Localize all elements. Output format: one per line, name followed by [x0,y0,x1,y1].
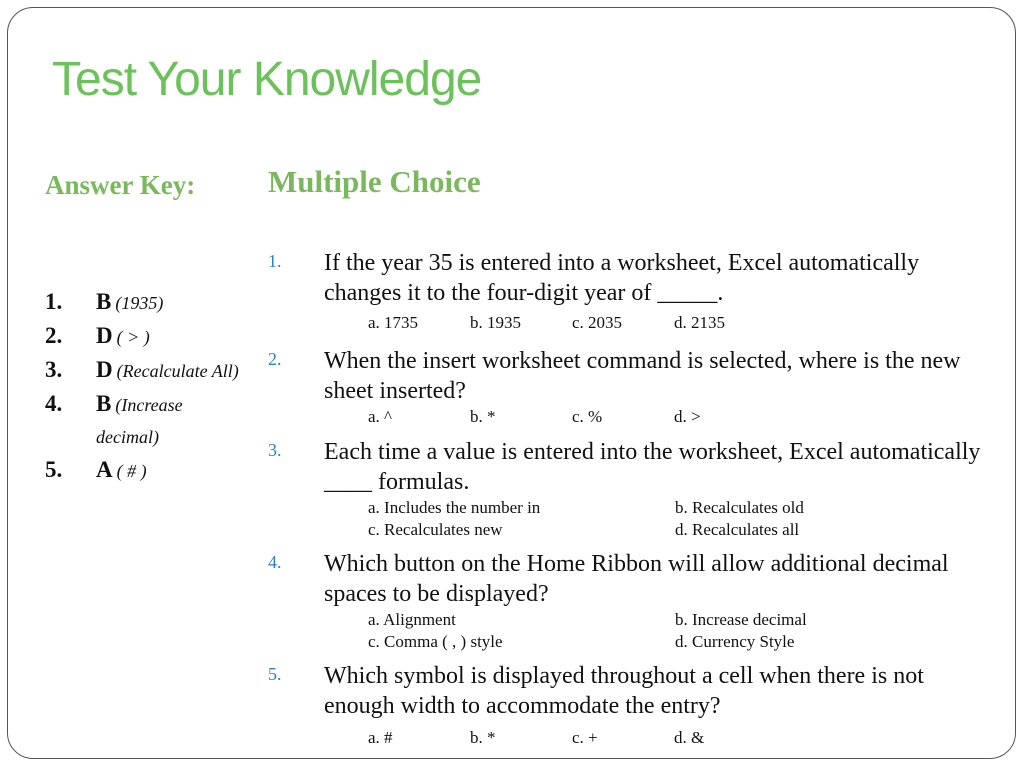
option: a. 1735 [368,313,419,332]
option: d. Recalculates all [675,520,800,539]
question-options [368,497,998,541]
answer-note: (Increase decimal) [96,395,183,447]
option: d. > [674,407,701,426]
question-text: If the year 35 is entered into a worksheet, Excel automatically changes it to the four-digit year of _____. [324,250,920,306]
answer-letter: B [96,391,112,416]
option: c. Recalculates new [368,520,503,539]
answer-note: ( > ) [116,327,150,347]
option: c. Comma ( , ) style [368,632,503,651]
option: b. * [470,728,496,747]
question-options [368,312,998,334]
question-number: 2. [268,349,282,369]
slide-title: Test Your Knowledge [52,53,482,106]
answer-number: 3. [45,357,63,382]
question-number: 4. [268,552,282,572]
answer-number: 1. [45,289,63,314]
answer-item [45,319,245,353]
answer-item [45,453,245,487]
option: a. Includes the number in [368,498,541,517]
answer-number: 5. [45,457,63,482]
answer-letter: A [96,457,113,482]
option: a. Alignment [368,610,456,629]
multiple-choice-heading: Multiple Choice [268,164,481,199]
question-number: 5. [268,664,282,684]
answer-item [45,353,245,387]
question-text: Which button on the Home Ribbon will allow additional decimal spaces to be displayed? [324,551,949,607]
option: b. Increase decimal [675,610,807,629]
question-2 [268,346,998,428]
answer-note: ( # ) [116,461,147,481]
answer-letter: D [96,323,113,348]
question-number: 3. [268,440,282,460]
option: d. 2135 [674,313,725,332]
answer-key-heading: Answer Key: [45,170,196,200]
question-text: When the insert worksheet command is selected, where is the new sheet inserted? [324,348,961,404]
option: d. & [674,728,705,747]
question-4 [268,549,998,653]
answer-note: (1935) [115,293,164,313]
option: b. * [470,407,496,426]
option: b. 1935 [470,313,521,332]
option: a. # [368,728,393,747]
answer-number: 4. [45,391,63,416]
question-options [368,609,998,653]
question-text: Which symbol is displayed throughout a cell when there is not enough width to accommodate the entry? [324,663,924,719]
answer-letter: B [96,289,112,314]
answer-item [45,387,245,453]
question-options [368,406,998,428]
answer-number: 2. [45,323,63,348]
option: c. 2035 [572,313,623,332]
question-3 [268,437,998,541]
answer-letter: D [96,357,113,382]
option: c. % [572,407,603,426]
question-options [368,727,998,749]
answer-item [45,285,245,319]
option: a. ^ [368,407,393,426]
question-1 [268,248,998,334]
question-number: 1. [268,251,282,271]
option: b. Recalculates old [675,498,804,517]
answer-key-list [45,285,245,487]
answer-note: (Recalculate All) [116,361,239,381]
option: d. Currency Style [675,632,795,651]
question-5 [268,661,998,749]
option: c. + [572,728,598,747]
question-text: Each time a value is entered into the worksheet, Excel automatically ____ formulas. [324,439,981,495]
